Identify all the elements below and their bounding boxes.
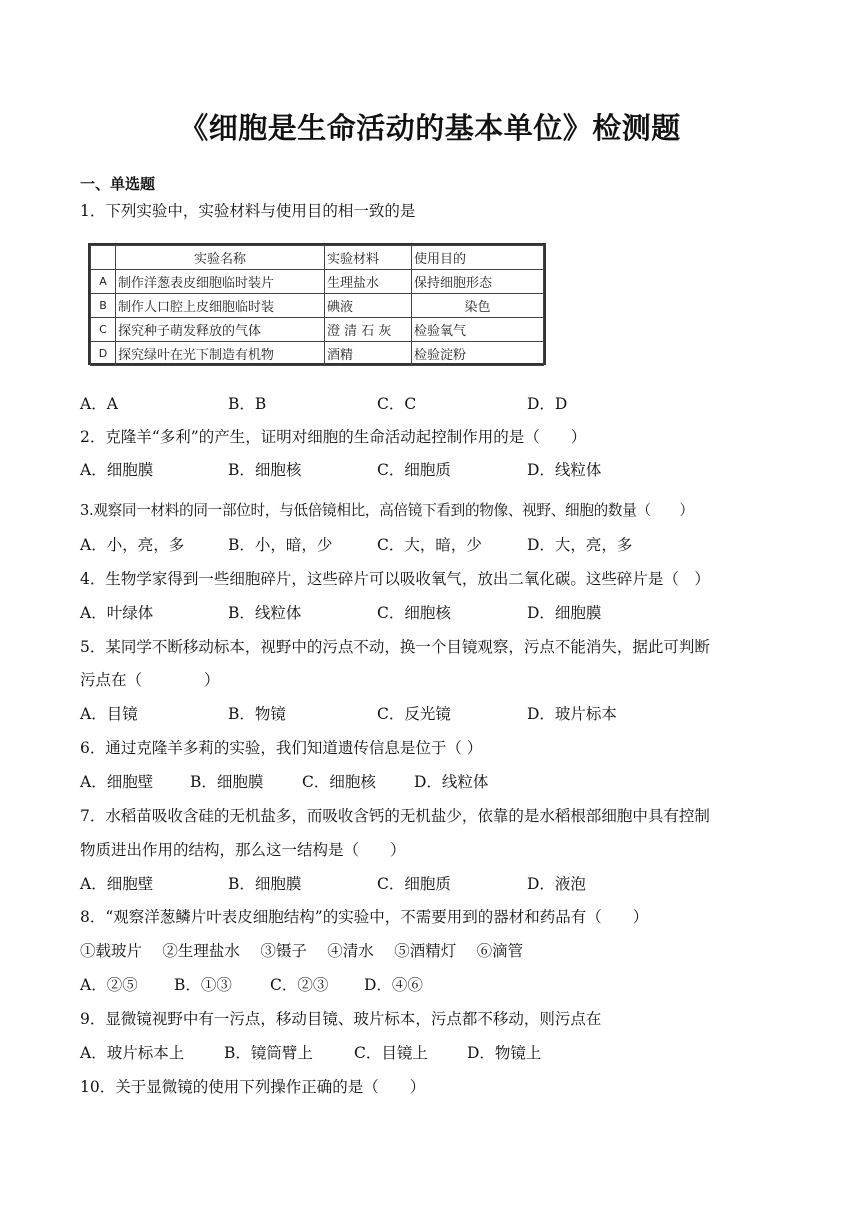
question-2-stem: 2．克隆羊“多利”的产生，证明对细胞的生命活动起控制作用的是（ ） <box>80 428 587 446</box>
option-c[interactable]: C．C <box>377 395 417 413</box>
option-b[interactable]: B．细胞膜 <box>190 773 264 791</box>
question-7-stem-line2: 物质进出作用的结构，那么这一结构是（ ） <box>80 841 406 859</box>
option-a[interactable]: A．小，亮，多 <box>80 536 185 554</box>
table-row <box>91 342 544 366</box>
option-b[interactable]: B．小，暗，少 <box>228 536 333 554</box>
table-cell: B <box>91 294 116 318</box>
option-a[interactable]: A．细胞壁 <box>80 875 154 893</box>
option-d[interactable]: D．线粒体 <box>527 461 602 479</box>
table-cell: 制作人口腔上皮细胞临时装 <box>116 294 325 318</box>
question-9-stem: 9．显微镜视野中有一污点，移动目镜、玻片标本，污点都不移动，则污点在 <box>80 1010 602 1028</box>
option-a[interactable]: A．目镜 <box>80 705 138 723</box>
question-1-options <box>80 394 800 414</box>
question-1-stem: 1．下列实验中，实验材料与使用目的相一致的是 <box>80 202 416 220</box>
option-b[interactable]: B．①③ <box>174 976 232 994</box>
question-9-options <box>80 1043 800 1063</box>
question-8-stem: 8．“观察洋葱鳞片叶表皮细胞结构”的实验中，不需要用到的器材和药品有（ ） <box>80 908 649 926</box>
table-cell: C <box>91 318 116 342</box>
question-3-stem: 3.观察同一材料的同一部位时，与低倍镜相比，高倍镜下看到的物像、视野、细胞的数量（ ） <box>80 502 694 519</box>
table-cell: 制作洋葱表皮细胞临时装片 <box>116 270 325 294</box>
option-a[interactable]: A．细胞膜 <box>80 461 154 479</box>
table-header-cell: 使用目的 <box>412 246 544 270</box>
table-header-cell: 实验材料 <box>325 246 412 270</box>
table-cell: 探究种子萌发释放的气体 <box>116 318 325 342</box>
option-d[interactable]: D．线粒体 <box>414 773 489 791</box>
question-6-options <box>80 772 800 792</box>
option-c[interactable]: C．细胞质 <box>377 875 451 893</box>
option-c[interactable]: C．②③ <box>270 976 329 994</box>
option-b[interactable]: B．细胞核 <box>228 461 302 479</box>
question-5-options <box>80 704 800 724</box>
table-cell: A <box>91 270 116 294</box>
option-a[interactable]: A．玻片标本上 <box>80 1044 185 1062</box>
table-cell: 碘液 <box>325 294 412 318</box>
option-c[interactable]: C．目镜上 <box>354 1044 428 1062</box>
option-c[interactable]: C．反光镜 <box>377 705 451 723</box>
table-header-cell: 实验名称 <box>116 246 325 270</box>
table-header-cell <box>91 246 116 270</box>
experiment-table <box>88 243 546 365</box>
option-b[interactable]: B．线粒体 <box>228 604 302 622</box>
option-d[interactable]: D．D <box>527 395 568 413</box>
table-cell: 保持细胞形态 <box>412 270 544 294</box>
page-title: 《细胞是生命活动的基本单位》检测题 <box>179 111 681 145</box>
question-5-stem-line1: 5．某同学不断移动标本，视野中的污点不动，换一个目镜观察，污点不能消失，据此可判断 <box>80 638 710 656</box>
option-a[interactable]: A．叶绿体 <box>80 604 154 622</box>
table-row <box>91 318 544 342</box>
option-d[interactable]: D．细胞膜 <box>527 604 602 622</box>
option-d[interactable]: D．物镜上 <box>467 1044 542 1062</box>
table-row <box>91 270 544 294</box>
option-a[interactable]: A．②⑤ <box>80 976 138 994</box>
question-8-items: ①载玻片 ②生理盐水 ③镊子 ④清水 ⑤酒精灯 ⑥滴管 <box>80 942 524 960</box>
table-row <box>91 294 544 318</box>
table-cell: 探究绿叶在光下制造有机物 <box>116 342 325 366</box>
option-a[interactable]: A．细胞壁 <box>80 773 154 791</box>
option-d[interactable]: D．④⑥ <box>364 976 423 994</box>
question-7-stem-line1: 7．水稻苗吸收含硅的无机盐多，而吸收含钙的无机盐少，依靠的是水稻根部细胞中具有控制 <box>80 807 710 825</box>
option-b[interactable]: B．物镜 <box>228 705 286 723</box>
question-5-stem-line2: 污点在（ ） <box>80 671 220 689</box>
table-cell: D <box>91 342 116 366</box>
option-c[interactable]: C．细胞核 <box>377 604 451 622</box>
option-d[interactable]: D．玻片标本 <box>527 705 617 723</box>
question-2-options <box>80 460 800 480</box>
table-cell: 生理盐水 <box>325 270 412 294</box>
option-b[interactable]: B．细胞膜 <box>228 875 302 893</box>
table-cell: 检验淀粉 <box>412 342 544 366</box>
option-d[interactable]: D．液泡 <box>527 875 586 893</box>
option-c[interactable]: C．大，暗，少 <box>377 536 482 554</box>
question-10-stem: 10．关于显微镜的使用下列操作正确的是（ ） <box>80 1078 426 1096</box>
option-c[interactable]: C．细胞质 <box>377 461 451 479</box>
question-7-options <box>80 874 800 894</box>
option-d[interactable]: D．大，亮，多 <box>527 536 633 554</box>
option-c[interactable]: C．细胞核 <box>302 773 376 791</box>
option-b[interactable]: B．镜筒臂上 <box>224 1044 313 1062</box>
option-b[interactable]: B．B <box>228 395 267 413</box>
table-cell: 酒精 <box>325 342 412 366</box>
table-header-row <box>91 246 544 270</box>
question-3-options <box>80 535 800 555</box>
question-4-options <box>80 603 800 623</box>
table-cell: 澄 清 石 灰 <box>325 318 412 342</box>
question-8-options <box>80 975 800 995</box>
table-cell: 检验氧气 <box>412 318 544 342</box>
table-cell: 染色 <box>412 294 544 318</box>
question-6-stem: 6．通过克隆羊多莉的实验，我们知道遗传信息是位于（ ） <box>80 739 483 757</box>
section-heading: 一、单选题 <box>80 175 156 193</box>
option-a[interactable]: A．A <box>80 395 118 413</box>
question-4-stem: 4．生物学家得到一些细胞碎片，这些碎片可以吸收氧气，放出二氧化碳。这些碎片是（ ） <box>80 570 710 588</box>
